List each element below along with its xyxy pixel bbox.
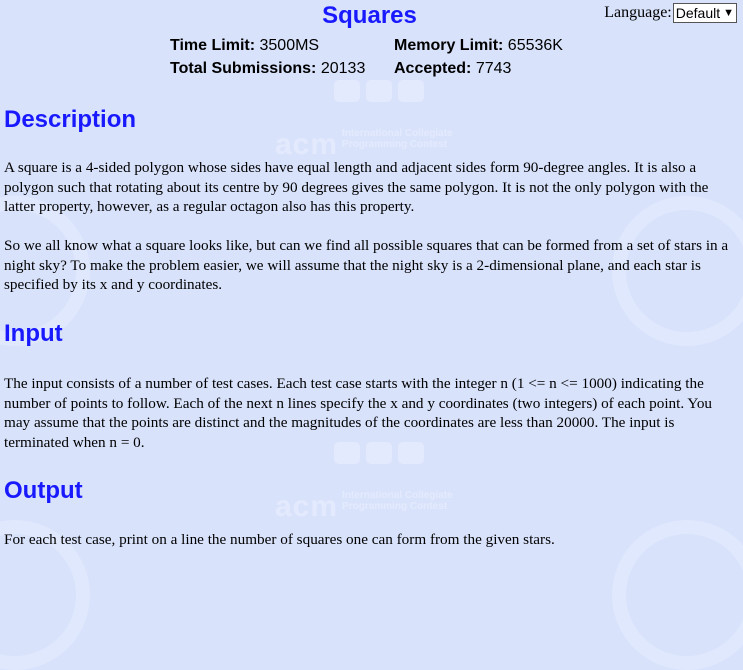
watermark-acm-top: acm International Collegiate Programming Contest: [275, 128, 453, 161]
watermark-icon: [334, 80, 360, 102]
watermark-acm-bottom: acm International Collegiate Programming Contest: [275, 490, 453, 523]
watermark-icon: [366, 80, 392, 102]
time-limit: Time Limit: 3500MS: [170, 37, 320, 54]
memory-limit: Memory Limit: 65536K: [394, 37, 563, 54]
language-select-value: Default: [675, 5, 721, 21]
output-heading: Output: [4, 477, 83, 504]
watermark-icon: [398, 80, 424, 102]
description-paragraph-1: A square is a 4-sided polygon whose sides have equal length and adjacent sides form 90-degree angles. It is also a polygon such that rotating about its centre by 90 degrees gives the same polygon. It is not the only polygon with the latter property, however, as a regular octagon also has this property.: [4, 159, 709, 215]
input-paragraph: The input consists of a number of test cases. Each test case starts with the integer n (1 <= n <= 1000) indicating the number of points to follow. Each of the next n lines specify the x and y coordinates (two integers) of each point. You may assume that the points are distinct and the magnitudes of the coordinates are less than 20000. The input is terminated when n = 0.: [4, 375, 713, 451]
input-heading: Input: [4, 320, 63, 347]
total-submissions: Total Submissions: 20133: [170, 60, 366, 77]
output-paragraph: For each test case, print on a line the number of squares one can form from the given stars.: [4, 531, 555, 548]
problem-title: Squares: [322, 2, 417, 29]
chevron-down-icon: ▼: [723, 7, 734, 19]
language-label: Language:: [604, 4, 672, 21]
accepted-count: Accepted: 7743: [394, 60, 512, 77]
watermark-icons-top: [334, 80, 430, 107]
description-heading: Description: [4, 106, 137, 133]
problem-limits: [170, 34, 618, 80]
description-paragraph-2: So we all know what a square looks like, but can we find all possible squares that can be formed from a set of stars in a night sky? To make the problem easier, we will assume that the night sky is a 2-dimensional plane, and each star is specified by its x and y coordinates.: [4, 237, 729, 293]
